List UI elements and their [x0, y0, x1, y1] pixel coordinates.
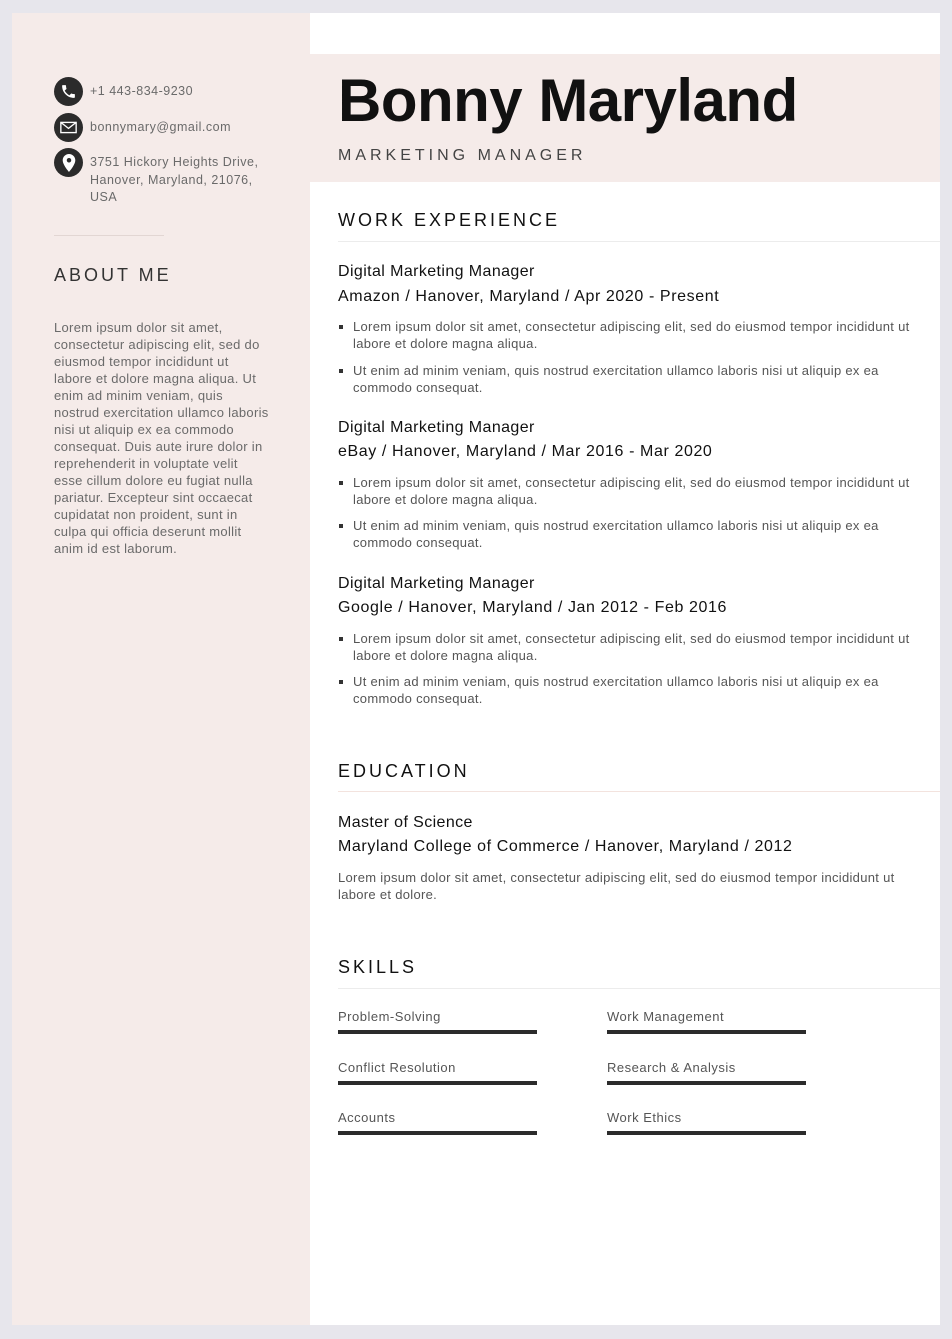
job-bullet: Ut enim ad minim veniam, quis nostrud exercitation ullamco laboris nisi ut aliquip ex ea commodo consequat.	[353, 517, 915, 551]
job-bullet: Lorem ipsum dolor sit amet, consectetur adipiscing elit, sed do eiusmod tempor incididunt ut labore et dolore magna aliqua.	[353, 474, 915, 508]
contact-phone	[54, 77, 193, 106]
mail-icon	[54, 113, 83, 142]
skill-bar	[607, 1081, 806, 1085]
skill-bar	[607, 1030, 806, 1034]
resume-page	[12, 13, 940, 1325]
about-heading: ABOUT ME	[54, 265, 172, 285]
job-subtitle: Amazon / Hanover, Maryland / Apr 2020 - Present	[338, 288, 720, 305]
degree: Master of Science	[338, 814, 473, 831]
skill-label: Conflict Resolution	[338, 1060, 456, 1075]
job-title: Digital Marketing Manager	[338, 263, 535, 280]
sidebar	[12, 13, 310, 1325]
job-bullet: Ut enim ad minim veniam, quis nostrud exercitation ullamco laboris nisi ut aliquip ex ea commodo consequat.	[353, 673, 915, 707]
job-subtitle: eBay / Hanover, Maryland / Mar 2016 - Mar 2020	[338, 443, 713, 460]
skill-bar	[338, 1131, 537, 1135]
address: 3751 Hickory Heights Drive, Hanover, Maryland, 21076, USA	[90, 155, 259, 204]
section-divider	[338, 791, 940, 792]
skill-label: Work Management	[607, 1009, 725, 1024]
skill-label: Problem-Solving	[338, 1009, 441, 1024]
sidebar-divider	[54, 235, 164, 236]
job-bullet: Lorem ipsum dolor sit amet, consectetur adipiscing elit, sed do eiusmod tempor incididunt ut labore et dolore magna aliqua.	[353, 318, 915, 352]
job-bullet: Lorem ipsum dolor sit amet, consectetur adipiscing elit, sed do eiusmod tempor incididunt ut labore et dolore magna aliqua.	[353, 630, 915, 664]
education-description: Lorem ipsum dolor sit amet, consectetur adipiscing elit, sed do eiusmod tempor incididunt ut labore et dolore.	[338, 870, 895, 902]
skill-label: Work Ethics	[607, 1110, 682, 1125]
candidate-role: MARKETING MANAGER	[338, 147, 587, 164]
phone-icon	[54, 77, 83, 106]
candidate-name: Bonny Maryland	[338, 67, 798, 134]
job-title: Digital Marketing Manager	[338, 419, 535, 436]
skill-item	[338, 1110, 537, 1135]
job-title: Digital Marketing Manager	[338, 575, 535, 592]
section-divider	[338, 988, 940, 989]
skill-label: Accounts	[338, 1110, 396, 1125]
job-bullet: Ut enim ad minim veniam, quis nostrud exercitation ullamco laboris nisi ut aliquip ex ea commodo consequat.	[353, 362, 915, 396]
work-experience-heading: WORK EXPERIENCE	[338, 210, 561, 230]
skill-item	[338, 1009, 537, 1034]
about-text: Lorem ipsum dolor sit amet, consectetur adipiscing elit, sed do eiusmod tempor incididunt ut labore et dolore magna aliqua. Ut enim ad minim veniam, quis nostrud exercitation ullamco laboris nisi ut aliquip ex ea commodo consequat. Duis aute irure dolor in reprehenderit in voluptate velit esse cillum dolore eu fugiat nulla pariatur. Excepteur sint occaecat cupidatat non proident, sunt in culpa qui officia deserunt mollit anim id est laborum.	[54, 320, 269, 556]
skill-bar	[338, 1081, 537, 1085]
section-divider	[338, 241, 940, 242]
contact-email	[54, 113, 231, 142]
job-subtitle: Google / Hanover, Maryland / Jan 2012 - Feb 2016	[338, 599, 728, 616]
skill-item	[607, 1060, 806, 1085]
education-heading: EDUCATION	[338, 761, 470, 781]
skill-item	[338, 1060, 537, 1085]
email-address[interactable]: bonnymary@gmail.com	[90, 120, 231, 134]
skill-label: Research & Analysis	[607, 1060, 736, 1075]
header-band	[310, 54, 940, 182]
skill-bar	[338, 1030, 537, 1034]
skill-item	[607, 1110, 806, 1135]
skills-heading: SKILLS	[338, 957, 418, 977]
contact-address	[54, 148, 265, 207]
school: Maryland College of Commerce / Hanover, Maryland / 2012	[338, 838, 793, 855]
phone-number[interactable]: +1 443-834-9230	[90, 84, 194, 98]
skill-bar	[607, 1131, 806, 1135]
location-pin-icon	[54, 148, 83, 177]
skill-item	[607, 1009, 806, 1034]
